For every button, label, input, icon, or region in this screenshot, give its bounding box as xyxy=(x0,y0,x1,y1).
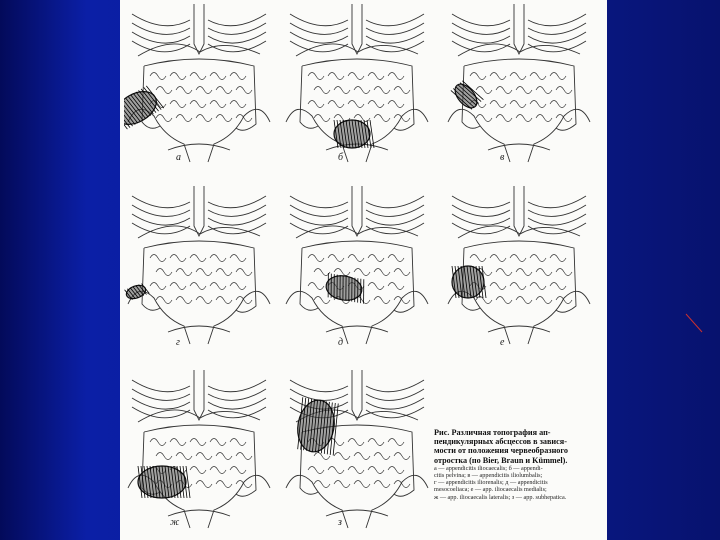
anatomy-panel-2 xyxy=(282,4,432,164)
caption-title-line-3: мости от положения червеобразного xyxy=(434,446,569,456)
panel-label-4: г xyxy=(176,337,180,348)
abscess-region xyxy=(451,78,484,112)
panel-label-2: б xyxy=(338,152,344,163)
panel-label-7: ж xyxy=(170,517,180,528)
panel-label-1: а xyxy=(176,152,181,163)
abdomen-drawing xyxy=(444,4,594,164)
abscess-region xyxy=(138,466,190,498)
abdomen-drawing xyxy=(124,370,274,530)
caption-legend-line-1: а — appendicitis iliocaecalis; б — appendi- xyxy=(434,464,543,472)
anatomy-panel-4 xyxy=(124,186,274,346)
abdomen-drawing xyxy=(282,186,432,346)
anatomy-panel-1 xyxy=(124,4,274,164)
anatomy-panel-3 xyxy=(444,4,594,164)
caption-legend-line-2: citis pelvina; в — appendicitis iliolumbalis; xyxy=(434,472,543,480)
panel-label-3: в xyxy=(500,152,505,163)
anatomy-panel-6 xyxy=(444,186,594,346)
caption-title-line-4: отростка (по Bier, Braun и Kümmel). xyxy=(434,455,568,465)
anatomy-panel-5 xyxy=(282,186,432,346)
anatomy-panel-7 xyxy=(124,370,274,530)
abdomen-drawing xyxy=(282,4,432,164)
caption-legend-line-5: ж — app. iliocaecalis lateralis; з — app. subhepatica. xyxy=(434,493,567,501)
abdomen-drawing xyxy=(444,186,594,346)
abscess-region xyxy=(452,266,486,298)
caption-legend-line-3: г — appendicitis iliorenalis; д — appendicitis xyxy=(434,479,548,487)
abscess-region xyxy=(334,120,374,148)
panel-label-8: з xyxy=(338,517,342,528)
caption-title-line-1: Рис. Различная топография ап- xyxy=(434,428,551,437)
figure-scan xyxy=(120,0,607,540)
panel-label-5: д xyxy=(338,337,344,348)
abdomen-drawing xyxy=(124,4,274,164)
panel-label-6: е xyxy=(500,337,505,348)
caption-title-line-2: пендикулярных абсцессов в завися- xyxy=(434,437,567,447)
figure-caption xyxy=(434,428,602,501)
abdomen-drawing xyxy=(282,370,432,530)
abscess-region xyxy=(125,282,150,301)
anatomy-panel-8 xyxy=(282,370,432,530)
accent-line xyxy=(680,300,720,340)
abdomen-drawing xyxy=(124,186,274,346)
caption-legend-line-4: mesocoeliaca; е — app. iliocaecalis medialis; xyxy=(434,486,547,494)
